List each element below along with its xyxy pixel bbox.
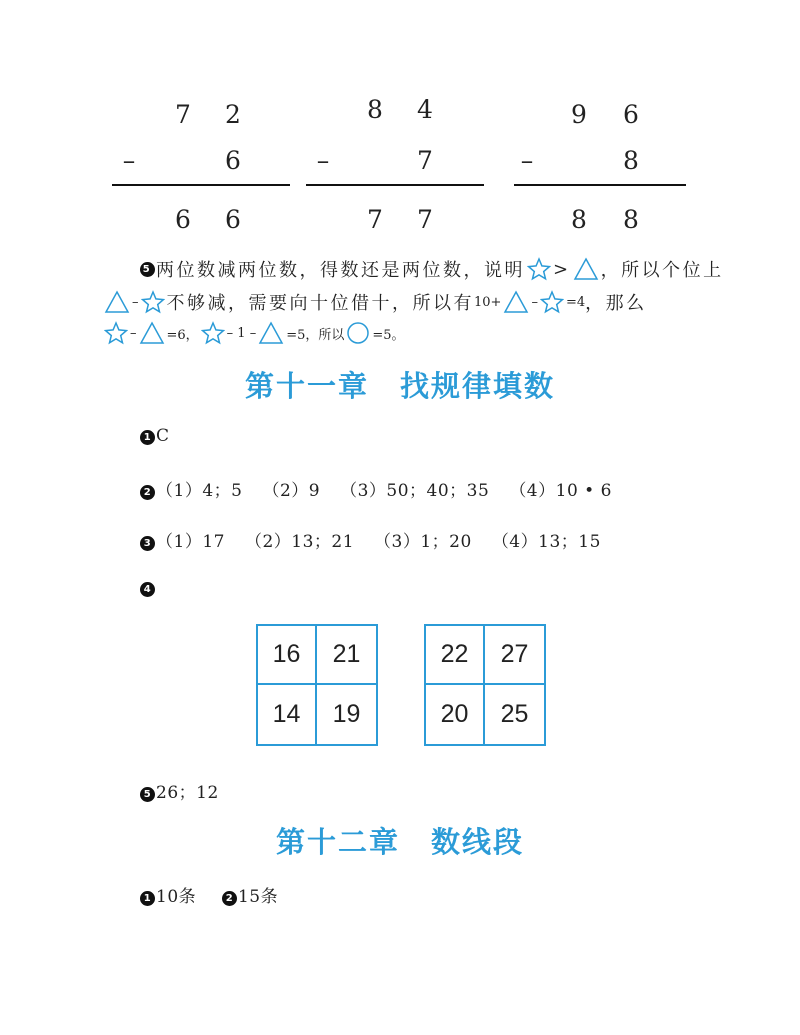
star-icon <box>104 321 128 345</box>
subtraction-1 <box>112 92 290 242</box>
grid-cell: 19 <box>332 700 361 728</box>
answer-part: （1）17 <box>156 532 225 552</box>
explanation-line-3 <box>102 318 405 348</box>
minus-sign: – <box>520 146 534 175</box>
answer-part: （3）50；40；35 <box>340 481 490 501</box>
answer-part: （4）10 • 6 <box>509 481 612 501</box>
digit: 8 <box>367 95 383 124</box>
digit: 6 <box>225 205 241 234</box>
digit: 4 <box>417 95 433 124</box>
answer-5 <box>140 778 219 803</box>
answer-1 <box>140 426 170 446</box>
star-icon <box>201 321 225 345</box>
answer-part: （2）13；21 <box>244 532 355 552</box>
grid-cell: 16 <box>258 626 317 685</box>
star-icon <box>540 290 564 314</box>
chapter-title: 第十一章 找规律填数 <box>244 369 555 403</box>
answer-part: （2）9 <box>262 481 321 501</box>
number-grid-2 <box>424 624 546 746</box>
equals-6: =6， <box>166 327 199 343</box>
equals-5: =5，所以 <box>286 327 345 343</box>
answer-part: （4）13；15 <box>491 532 601 552</box>
number-grid-1 <box>256 624 378 746</box>
ten-plus: 10+ <box>474 294 502 310</box>
question-marker: 1 <box>140 430 155 445</box>
subtraction-2 <box>306 92 484 242</box>
text: 不够减，需要向十位借十，所以有 <box>166 293 474 314</box>
digit: 7 <box>367 205 383 234</box>
question-marker: 5 <box>140 262 155 277</box>
question-marker: 3 <box>140 536 155 551</box>
triangle-icon <box>258 321 284 345</box>
digit: 6 <box>175 205 191 234</box>
answer-text: C <box>156 426 170 446</box>
divider-line <box>514 184 686 186</box>
minus-sign: – <box>130 325 137 341</box>
digit: 8 <box>571 205 587 234</box>
divider-line <box>306 184 484 186</box>
triangle-icon <box>503 290 529 314</box>
question-marker: 5 <box>140 787 155 802</box>
digit: 2 <box>225 100 241 129</box>
explanation-line-1 <box>140 254 724 284</box>
minus-sign: – <box>316 146 330 175</box>
chapter12-answers <box>140 882 278 907</box>
digit: 7 <box>175 100 191 129</box>
grid-cell: 25 <box>500 700 529 728</box>
explanation-line-2 <box>102 287 647 317</box>
text: ，所以个位上 <box>600 260 724 281</box>
grid-cell: 14 <box>258 685 317 744</box>
grid-cell: 27 <box>485 626 544 685</box>
triangle-icon <box>139 321 165 345</box>
triangle-icon <box>104 290 130 314</box>
equals-4: =4 <box>565 294 586 310</box>
answer-text: 26；12 <box>156 783 219 803</box>
star-icon <box>527 257 551 281</box>
answer-4 <box>140 578 156 598</box>
answer-3 <box>140 527 601 552</box>
grid-cell: 21 <box>317 626 376 685</box>
minus-sign: – <box>122 146 136 175</box>
answer-part: （3）1；20 <box>374 532 472 552</box>
minus-one: – 1 – <box>226 325 257 341</box>
answer-part: （1）4；5 <box>156 481 243 501</box>
grid-cell: 20 <box>426 685 485 744</box>
divider-line <box>112 184 290 186</box>
answer-text: 10条 <box>156 887 197 907</box>
answer-text: 15条 <box>237 887 279 907</box>
digit: 9 <box>571 100 587 129</box>
subtraction-3 <box>514 92 686 242</box>
answer-2 <box>140 476 612 501</box>
minus-sign: – <box>132 294 139 310</box>
digit: 7 <box>417 205 433 234</box>
text: 两位数减两位数，得数还是两位数，说明 <box>156 260 525 281</box>
digit: 7 <box>417 146 433 175</box>
equals-5-end: =5。 <box>372 327 405 343</box>
text: ，那么 <box>585 293 647 314</box>
greater-than: > <box>553 258 571 280</box>
chapter-title: 第十二章 数线段 <box>275 825 524 859</box>
minus-sign: – <box>531 294 538 310</box>
digit: 6 <box>623 100 639 129</box>
digit: 8 <box>623 146 639 175</box>
star-icon <box>141 290 165 314</box>
question-marker: 4 <box>140 582 155 597</box>
question-marker: 1 <box>140 891 155 906</box>
triangle-icon <box>573 257 599 281</box>
question-marker: 2 <box>140 485 155 500</box>
digit: 6 <box>225 146 241 175</box>
question-marker: 2 <box>222 891 237 906</box>
circle-icon <box>346 321 370 345</box>
digit: 8 <box>623 205 639 234</box>
grid-cell: 22 <box>426 626 485 685</box>
